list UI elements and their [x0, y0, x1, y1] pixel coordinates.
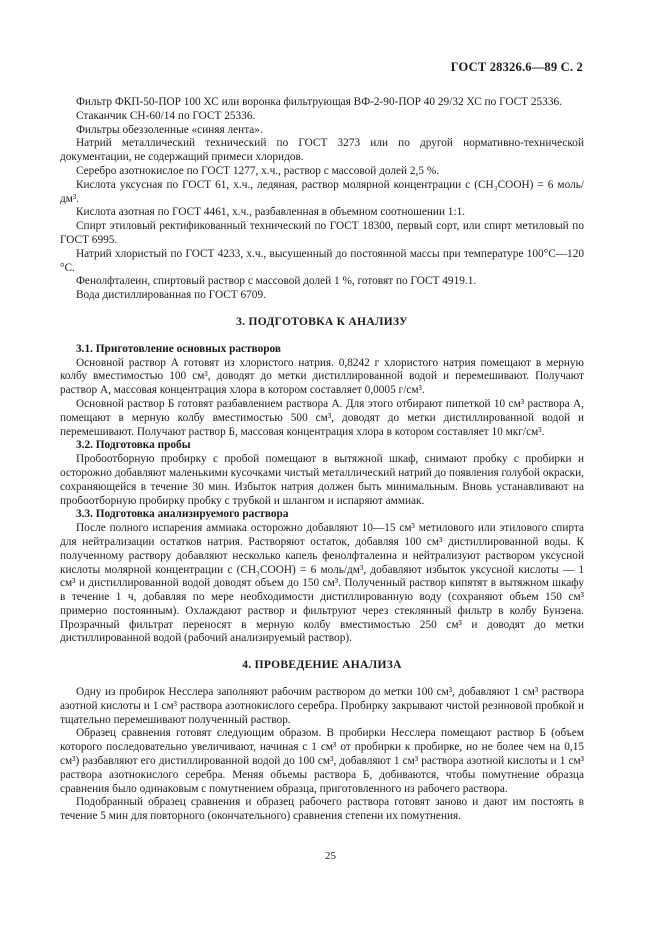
material-item: Фильтры обеззоленные «синяя лента».: [76, 123, 263, 136]
material-item: Стаканчик СН-60/14 по ГОСТ 25336.: [76, 109, 256, 122]
paragraph: Одну из пробирок Несслера заполняют рабочим раствором до метки 100 см³, добавляют 1 см³ раствора азотной кислоты и 1 см³ раствора азотнокислого серебра. Пробирку закрывают чистой резиновой пробкой и тщательно перемешивают полученный раствор.: [60, 686, 584, 726]
material-item: Вода дистиллированная по ГОСТ 6709.: [76, 289, 266, 302]
paragraph: Образец сравнения готовят следующим образом. В пробирки Несслера помещают раствор Б (объем которого последовательно увеличивают, начиная с 1 см³ от пробирки к пробирке, но не более чем на 0,15 см³) разбавляют его дистиллированной водой до 100 см³, добавляют 1 см³ раствора азотной кислоты и 1 см³ раствора азотнокислого серебра. Меняя объемы раствора Б, добиваются, чтобы помутнение образца сравнения было одинаковым с помутнением образца, приготовленного из рабочего раствора.: [60, 727, 584, 795]
section-heading-3: 3. ПОДГОТОВКА К АНАЛИЗУ: [236, 315, 408, 328]
section-heading-4: 4. ПРОВЕДЕНИЕ АНАЛИЗА: [242, 659, 402, 672]
paragraph: Подобранный образец сравнения и образец рабочего раствора готовят заново и дают им постоять в течение 5 мин для повторного (окончательного) сравнения степени их помутнения.: [60, 796, 584, 823]
document-body: [60, 96, 584, 824]
subsection-heading-3-2: 3.2. Подготовка пробы: [76, 439, 191, 452]
subsection-heading-3-3: 3.3. Подготовка анализируемого раствора: [76, 508, 289, 521]
material-item: Фенолфталеин, спиртовый раствор с массовой долей 1 %, готовят по ГОСТ 4919.1.: [76, 275, 477, 288]
paragraph: Пробоотборную пробирку с пробой помещают в вытяжной шкаф, снимают пробку с пробирки и осторожно добавляют маленькими кусочками чистый металлический натрий до появления голубой окраски, сохраняющейся в течение 30 мин. Избыток натрия должен быть минимальным. Вновь устанавливают на пробоотборную пробирку пробку с трубкой и шлангом и испаряют аммиак.: [60, 453, 584, 507]
paragraph: Основной раствор А готовят из хлористого натрия. 0,8242 г хлористого натрия помещают в мерную колбу вместимостью 100 см³, доводят до метки дистиллированной водой и перемешивают. Получают раствор А, массовая концентрация хлора в котором составляет 0,0005 г/см³.: [60, 356, 584, 397]
material-item: Кислота азотная по ГОСТ 4461, х.ч., разбавленная в объемном соотношении 1:1.: [76, 206, 466, 219]
material-item: Спирт этиловый ректификованный технический по ГОСТ 18300, первый сорт, или спирт метиловый по ГОСТ 6995.: [60, 220, 584, 246]
page-number: 25: [325, 850, 336, 862]
paragraph: После полного испарения аммиака осторожно добавляют 10—15 см³ метилового или этилового спирта для нейтрализации остатков натрия. Растворяют остаток, добавляя 100 см³ дистиллированной воды. К полученному раствору добавляют несколько капель фенолфталеина и нейтрализуют раствором уксусной кислоты молярной концентрации c (CH₃COOH) = 6 моль/дм³, добавляют избыток уксусной кислоты — 1 см³ и дистиллированной водой доводят объем до 150 см³. Полученный раствор кипятят в вытяжном шкафу в течение 1 ч, добавляя по мере необходимости дистиллированную воду (сохраняют объем 150 см³ примерно постоянным). Охлаждают раствор и фильтруют через стеклянный фильтр в колбу Бунзена. Прозрачный фильтрат переносят в мерную колбу вместимостью 250 см³ и доводят до метки дистиллированной водой (рабочий анализируемый раствор).: [60, 522, 584, 645]
paragraph: Основной раствор Б готовят разбавлением раствора А. Для этого отбирают пипеткой 10 см³ раствора А, помещают в мерную колбу вместимостью 500 см³, доводят до метки дистиллированной водой и перемешивают. Получают раствор Б, массовая концентрация хлора в котором составляет 10 мкг/см³.: [60, 397, 584, 438]
material-item: Натрий хлористый по ГОСТ 4233, х.ч., высушенный до постоянной массы при температуре 100°С—120 °С.: [60, 247, 584, 274]
material-item: Серебро азотнокислое по ГОСТ 1277, х.ч., раствор с массовой долей 2,5 %.: [76, 164, 440, 177]
page-header: ГОСТ 28326.6—89 С. 2: [450, 60, 583, 74]
subsection-heading-3-1: 3.1. Приготовление основных растворов: [76, 342, 281, 355]
material-item: Фильтр ФКП-50-ПОР 100 ХС или воронка фильтрующая ВФ-2-90-ПОР 40 29/32 ХС по ГОСТ 25336.: [76, 96, 562, 108]
material-item: Натрий металлический технический по ГОСТ 3273 или по другой нормативно-технической документации, не содержащий примеси хлоридов.: [60, 137, 584, 164]
material-item: Кислота уксусная по ГОСТ 61, х.ч., ледяная, раствор молярной концентрации c (CH₃COOH) = 6 моль/дм³.: [60, 178, 584, 205]
